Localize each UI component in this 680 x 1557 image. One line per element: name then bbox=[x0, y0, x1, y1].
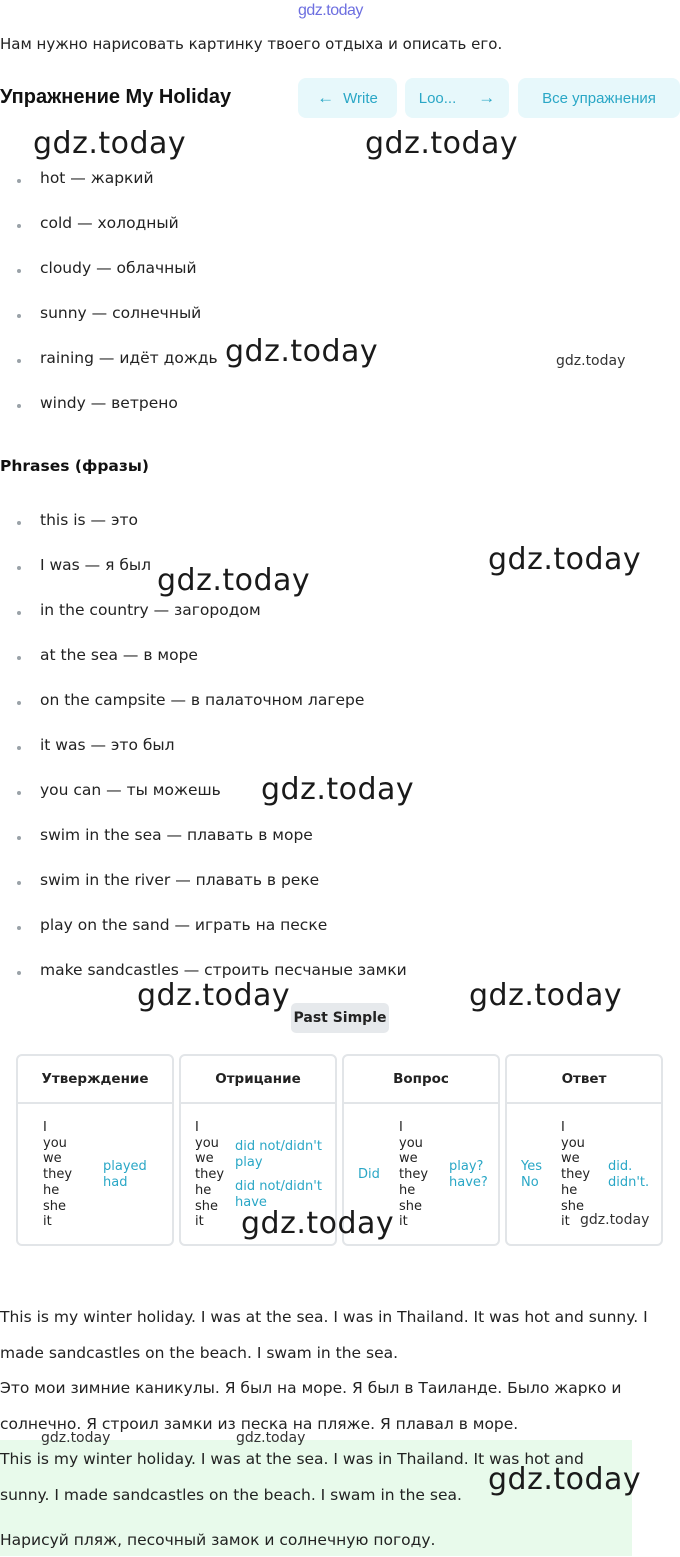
verb-form: play bbox=[235, 1155, 263, 1170]
phrases-heading: Phrases (фразы) bbox=[0, 457, 149, 475]
pronoun: he bbox=[195, 1182, 212, 1198]
list-item: at the sea — в море bbox=[40, 646, 198, 664]
answer-word: Yes bbox=[521, 1159, 542, 1174]
pronoun: you bbox=[561, 1135, 585, 1151]
verb-forms bbox=[608, 1159, 649, 1191]
answer-russian-line: солнечно. Я строил замки из песка на пляже. Я плавал в море. bbox=[0, 1415, 519, 1433]
answer-english-line: made sandcastles on the beach. I swam in the sea. bbox=[0, 1344, 399, 1362]
verb-form: play? bbox=[449, 1159, 484, 1174]
pronoun: you bbox=[43, 1135, 67, 1151]
watermark: gdz.today bbox=[488, 542, 642, 577]
site-logo[interactable]: gdz.today bbox=[298, 2, 363, 19]
pronoun-list bbox=[43, 1120, 72, 1230]
watermark: gdz.today bbox=[241, 1206, 395, 1241]
pronoun: they bbox=[561, 1167, 591, 1183]
verb-form: have? bbox=[449, 1175, 488, 1190]
all-exercises-button[interactable]: Все упражнения bbox=[518, 78, 680, 118]
list-item: it was — это был bbox=[40, 736, 175, 754]
verb-form: didn't. bbox=[608, 1175, 650, 1190]
pronoun: it bbox=[399, 1214, 408, 1230]
bullet bbox=[17, 404, 21, 408]
next-exercise-label: Loo... bbox=[418, 89, 457, 107]
verb-forms bbox=[449, 1159, 488, 1191]
watermark: gdz.today bbox=[41, 1430, 111, 1446]
bullet bbox=[17, 791, 21, 795]
watermark: gdz.today bbox=[33, 126, 187, 161]
pronoun: she bbox=[195, 1198, 219, 1214]
answer-word: No bbox=[521, 1175, 539, 1190]
pronoun: I bbox=[43, 1120, 47, 1135]
pronoun: they bbox=[399, 1167, 429, 1183]
tense-badge: Past Simple bbox=[291, 1003, 389, 1033]
pronoun-list bbox=[195, 1120, 224, 1230]
bullet bbox=[17, 746, 21, 750]
verb-forms bbox=[235, 1139, 322, 1211]
list-item: in the country — загородом bbox=[40, 601, 261, 619]
intro-text: Нам нужно нарисовать картинку твоего отдыха и описать его. bbox=[0, 35, 503, 53]
watermark: gdz.today bbox=[236, 1430, 306, 1446]
list-item: play on the sand — играть на песке bbox=[40, 916, 328, 934]
bullet bbox=[17, 611, 21, 615]
aux-verb: Did bbox=[358, 1167, 380, 1182]
verb-form: did. bbox=[608, 1159, 633, 1174]
list-item: make sandcastles — строить песчаные замки bbox=[40, 961, 407, 979]
card-title: Утверждение bbox=[18, 1056, 172, 1104]
list-item: I was — я был bbox=[40, 556, 152, 574]
watermark: gdz.today bbox=[469, 978, 623, 1013]
prev-exercise-label: Write bbox=[343, 89, 378, 107]
bullet bbox=[17, 179, 21, 183]
bullet bbox=[17, 269, 21, 273]
list-item: this is — это bbox=[40, 511, 138, 529]
answer-words bbox=[521, 1159, 542, 1191]
pronoun: she bbox=[43, 1198, 67, 1214]
pronoun: I bbox=[561, 1120, 565, 1135]
prev-exercise-button[interactable] bbox=[298, 78, 397, 118]
list-item: raining — идёт дождь bbox=[40, 349, 218, 367]
list-item: cloudy — облачный bbox=[40, 259, 197, 277]
card-title: Ответ bbox=[507, 1056, 661, 1104]
list-item: swim in the river — плавать в реке bbox=[40, 871, 320, 889]
pronoun: I bbox=[195, 1120, 199, 1135]
highlighted-answer-line: sunny. I made sandcastles on the beach. I swam in the sea. bbox=[0, 1486, 462, 1504]
page-title: Упражнение My Holiday bbox=[0, 86, 232, 108]
bullet bbox=[17, 314, 21, 318]
list-item: windy — ветрено bbox=[40, 394, 178, 412]
bullet bbox=[17, 656, 21, 660]
pronoun: I bbox=[399, 1120, 403, 1135]
arrow-left-icon: ← bbox=[317, 88, 335, 107]
pronoun: she bbox=[561, 1198, 585, 1214]
watermark: gdz.today bbox=[488, 1462, 642, 1497]
list-item: on the campsite — в палаточном лагере bbox=[40, 691, 365, 709]
bullet bbox=[17, 926, 21, 930]
bullet bbox=[17, 521, 21, 525]
pronoun: we bbox=[399, 1151, 418, 1167]
list-item: cold — холодный bbox=[40, 214, 179, 232]
watermark: gdz.today bbox=[580, 1212, 650, 1228]
list-item: swim in the sea — плавать в море bbox=[40, 826, 313, 844]
pronoun: it bbox=[195, 1214, 204, 1230]
pronoun: you bbox=[195, 1135, 219, 1151]
watermark: gdz.today bbox=[261, 772, 415, 807]
bullet bbox=[17, 701, 21, 705]
card-title: Отрицание bbox=[181, 1056, 335, 1104]
pronoun: it bbox=[561, 1214, 570, 1230]
pronoun: he bbox=[399, 1182, 416, 1198]
bullet bbox=[17, 224, 21, 228]
verb-forms bbox=[103, 1159, 147, 1191]
verb-form: played bbox=[103, 1159, 147, 1174]
verb-form: did not/didn't bbox=[235, 1179, 322, 1194]
drawing-task-text: Нарисуй пляж, песочный замок и солнечную погоду. bbox=[0, 1531, 436, 1549]
pronoun: he bbox=[561, 1182, 578, 1198]
bullet bbox=[17, 566, 21, 570]
watermark: gdz.today bbox=[365, 126, 519, 161]
pronoun: they bbox=[195, 1167, 225, 1183]
grammar-card-affirmative bbox=[16, 1054, 174, 1246]
watermark: gdz.today bbox=[556, 353, 626, 369]
pronoun: she bbox=[399, 1198, 423, 1214]
pronoun: we bbox=[195, 1151, 214, 1167]
card-title: Вопрос bbox=[344, 1056, 498, 1104]
pronoun: we bbox=[561, 1151, 580, 1167]
pronoun: we bbox=[43, 1151, 62, 1167]
verb-form: did not/didn't bbox=[235, 1139, 322, 1154]
answer-russian-line: Это мои зимние каникулы. Я был на море. Я был в Таиланде. Было жарко и bbox=[0, 1379, 622, 1397]
verb-form: have bbox=[235, 1195, 267, 1210]
bullet bbox=[17, 359, 21, 363]
next-exercise-button[interactable] bbox=[405, 78, 509, 118]
bullet bbox=[17, 971, 21, 975]
verb-form: had bbox=[103, 1175, 128, 1190]
bullet bbox=[17, 836, 21, 840]
watermark: gdz.today bbox=[225, 334, 379, 369]
watermark: gdz.today bbox=[157, 563, 311, 598]
pronoun: you bbox=[399, 1135, 423, 1151]
list-item: hot — жаркий bbox=[40, 169, 154, 187]
list-item: you can — ты можешь bbox=[40, 781, 221, 799]
arrow-right-icon: → bbox=[478, 88, 496, 107]
watermark: gdz.today bbox=[137, 978, 291, 1013]
bullet bbox=[17, 881, 21, 885]
pronoun: he bbox=[43, 1182, 60, 1198]
list-item: sunny — солнечный bbox=[40, 304, 202, 322]
pronoun: they bbox=[43, 1167, 73, 1183]
highlighted-answer-line: This is my winter holiday. I was at the sea. I was in Thailand. It was hot and bbox=[0, 1450, 584, 1468]
answer-english-line: This is my winter holiday. I was at the sea. I was in Thailand. It was hot and sunny. I bbox=[0, 1308, 648, 1326]
pronoun-list bbox=[399, 1120, 428, 1230]
pronoun: it bbox=[43, 1214, 52, 1230]
